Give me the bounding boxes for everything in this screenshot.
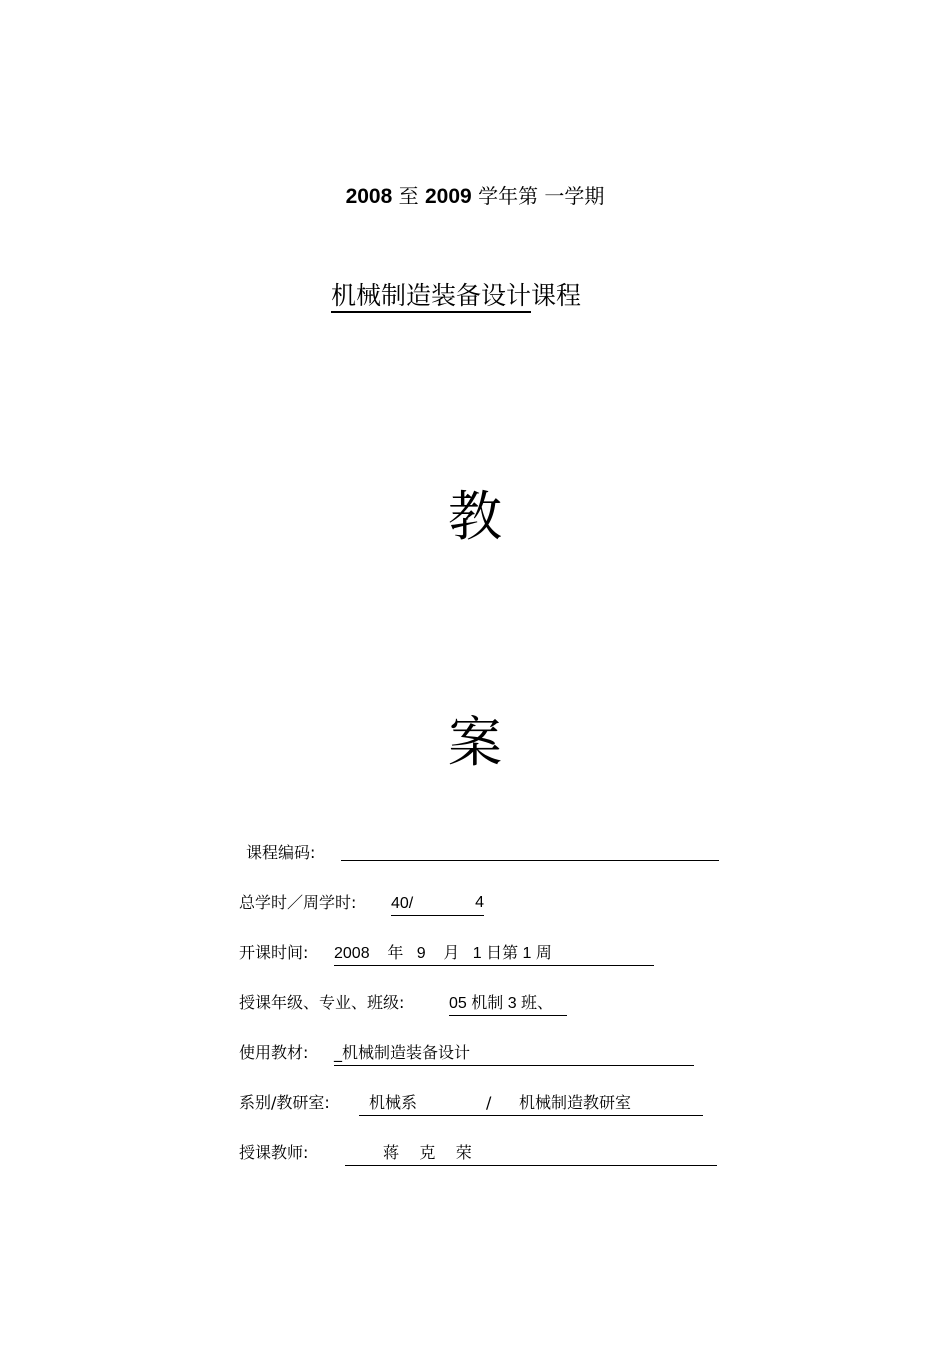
hours-value bbox=[391, 891, 484, 916]
semester-sep: 至 bbox=[392, 184, 425, 208]
end-year: 2009 bbox=[425, 185, 472, 208]
title-char-jiao: 教 bbox=[448, 485, 502, 548]
start-year: 2008 bbox=[345, 185, 393, 208]
course-code-line bbox=[341, 860, 719, 861]
class-label: 授课年级、专业、班级: bbox=[239, 993, 405, 1012]
textbook-value bbox=[334, 1041, 694, 1066]
teacher-value bbox=[345, 1141, 717, 1166]
semester-term: 学年第 一学期 bbox=[471, 184, 605, 208]
teaching-office: 机械制造教研室 bbox=[519, 1093, 632, 1112]
hours-label: 总学时／周学时: bbox=[239, 893, 357, 912]
textbook-label: 使用教材: bbox=[239, 1043, 309, 1062]
semester-header bbox=[0, 180, 950, 209]
department-slash: / bbox=[486, 1093, 492, 1112]
class-text: 05 机制 3 班、 bbox=[449, 995, 554, 1012]
start-time-value bbox=[334, 941, 654, 966]
course-code-label: 课程编码: bbox=[246, 843, 316, 862]
course-suffix: 课程 bbox=[531, 281, 582, 310]
hours-total: 40/ bbox=[391, 895, 414, 912]
course-title bbox=[331, 276, 581, 312]
class-value bbox=[449, 991, 567, 1016]
start-time-label: 开课时间: bbox=[239, 943, 309, 962]
start-time-text: 2008 年 9 月 1 日第 1 周 bbox=[334, 945, 552, 962]
teacher-label: 授课教师: bbox=[239, 1143, 309, 1162]
textbook-text: _机械制造装备设计 bbox=[334, 1043, 471, 1062]
title-char-an: 案 bbox=[448, 711, 502, 774]
course-name: 机械制造装备设计 bbox=[331, 281, 531, 313]
teacher-name: 蒋 克 荣 bbox=[383, 1143, 472, 1162]
department-name: 机械系 bbox=[369, 1093, 418, 1112]
department-value bbox=[359, 1091, 703, 1116]
department-label: 系别/教研室: bbox=[239, 1093, 330, 1112]
hours-week: 4 bbox=[475, 894, 484, 911]
